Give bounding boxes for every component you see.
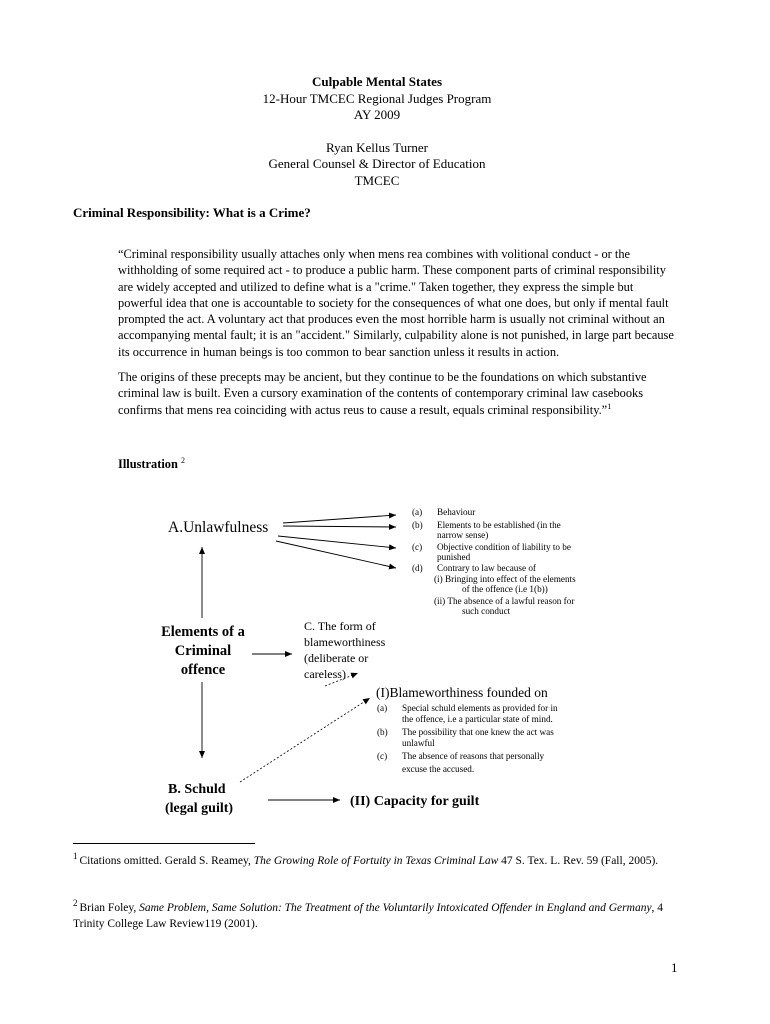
- b-list-mark-a: (a): [377, 703, 388, 713]
- elements-line-2: Criminal: [174, 643, 232, 659]
- arrow-b-to-blameworthiness: [240, 698, 370, 782]
- b-list-mark-b: (b): [377, 727, 388, 737]
- blameworthiness-node: (I)Blameworthiness founded on: [376, 685, 548, 700]
- unlawfulness-list: [412, 507, 576, 616]
- a-list-objective-1: Objective condition of liability to be: [437, 542, 571, 552]
- criminal-offence-diagram: [0, 500, 770, 830]
- footnote-2-post: , 4 Trinity College Law Review119 (2001).: [73, 902, 664, 930]
- b-list-possibility-2: unlawful: [402, 738, 435, 748]
- arrow-a-to-elements: [283, 526, 396, 527]
- a-list-mark-c: (c): [412, 542, 423, 552]
- document-title: Culpable Mental States: [312, 74, 442, 89]
- a-list-behaviour: Behaviour: [437, 507, 476, 517]
- a-list-elements-2: narrow sense): [437, 530, 489, 540]
- a-list-contrary-4: (ii) The absence of a lawful reason for: [434, 596, 575, 606]
- author-name: Ryan Kellus Turner: [325, 139, 429, 155]
- form-line-1: C. The form of: [304, 619, 376, 633]
- elements-line-1: Elements of a: [161, 624, 245, 640]
- form-line-4: careless): [304, 667, 346, 681]
- organization: TMCEC: [354, 172, 400, 188]
- footnote-2-number: 2: [73, 898, 78, 909]
- a-list-mark-a: (a): [412, 507, 423, 517]
- b-list-absence-1: The absence of reasons that personally: [402, 751, 545, 761]
- a-list-contrary-1: Contrary to law because of: [437, 563, 536, 573]
- capacity-node: (II) Capacity for guilt: [350, 794, 480, 809]
- footnote-1-number: 1: [73, 851, 78, 862]
- footnote-divider: [73, 843, 255, 844]
- academic-year: AY 2009: [353, 107, 401, 122]
- footnote-1-pre: Citations omitted. Gerald S. Reamey,: [79, 855, 254, 867]
- b-list-absence-2: excuse the accused.: [402, 764, 475, 774]
- b-list-special-1: Special schuld elements as provided for in: [402, 703, 558, 713]
- footnote-2: [73, 900, 693, 932]
- schuld-line-1: B. Schuld: [168, 782, 226, 797]
- footnote-ref-1[interactable]: 1: [607, 401, 612, 411]
- footnote-2-title: Same Problem, Same Solution: The Treatment of the Voluntarily Intoxicated Offender in England and Germany: [139, 902, 652, 914]
- b-list-mark-c: (c): [377, 751, 388, 761]
- quote-paragraph-2: [118, 369, 680, 418]
- elements-line-3: offence: [180, 662, 226, 678]
- section-heading: Criminal Responsibility: What is a Crime?: [73, 205, 311, 220]
- footnote-ref-2[interactable]: 2: [181, 455, 186, 465]
- footnote-1-post: 47 S. Tex. L. Rev. 59 (Fall, 2005).: [498, 855, 659, 867]
- author-position: General Counsel & Director of Education: [268, 156, 486, 171]
- form-line-2: blameworthiness: [304, 635, 386, 649]
- a-list-contrary-2: (i) Bringing into effect of the elements: [434, 574, 576, 584]
- arrow-a-to-contrary: [276, 541, 396, 568]
- page-number: 1: [671, 960, 678, 975]
- a-list-objective-2: punished: [437, 552, 471, 562]
- form-node: [304, 619, 386, 681]
- a-list-elements-1: Elements to be established (in the: [437, 520, 561, 530]
- footnote-2-pre: Brian Foley,: [79, 902, 140, 914]
- document-header: [0, 74, 754, 189]
- b-list-special-2: the offence, i.e a particular state of mind.: [402, 714, 553, 724]
- illustration-label: Illustration: [118, 457, 178, 471]
- a-list-mark-d: (d): [412, 563, 423, 573]
- schuld-line-2: (legal guilt): [165, 801, 234, 816]
- unlawfulness-node: A.Unlawfulness: [168, 519, 269, 536]
- b-list-possibility-1: The possibility that one knew the act was: [402, 727, 554, 737]
- footnote-1: [73, 853, 693, 869]
- a-list-mark-b: (b): [412, 520, 423, 530]
- quote-paragraph-1: “Criminal responsibility usually attaches only when mens rea combines with volitional conduct - or the withholding of some required act - to produce a public harm. These component parts of criminal responsibility are widely accepted and utilized to define what is a "crime." Taken together, they express the simple but powerful idea that one is accountable to society for the consequences of what one does, but only if mental fault prompted the act. A voluntary act that produces even the most horrible harm is usually not criminal without an accompanying mental fault; it is an "accident." Similarly, culpability alone is not punished, in large part because its occurrence in human beings is too common to bear sanction unless it results in action.: [118, 247, 674, 359]
- program-name: 12-Hour TMCEC Regional Judges Program: [262, 90, 492, 106]
- block-quote: [118, 246, 680, 427]
- elements-node: [161, 624, 246, 678]
- illustration-heading: [118, 457, 185, 472]
- a-list-contrary-5: such conduct: [462, 606, 511, 616]
- footnote-1-title: The Growing Role of Fortuity in Texas Criminal Law: [253, 855, 499, 867]
- a-list-contrary-3: of the offence (i.e 1(b)): [462, 584, 548, 594]
- form-line-3: (deliberate or: [304, 651, 369, 665]
- schuld-node: [165, 782, 233, 816]
- blameworthiness-list: [377, 703, 558, 774]
- arrow-a-to-behaviour: [283, 515, 396, 523]
- quote-paragraph-2-text: The origins of these precepts may be ancient, but they continue to be the foundations on which substantive criminal law is built. Even a cursory examination of the contents of contemporary criminal law casebooks confirms that mens rea coinciding with actus reus to cause a result, equals criminal responsibility.”: [118, 370, 647, 417]
- arrow-a-to-objective: [278, 536, 396, 548]
